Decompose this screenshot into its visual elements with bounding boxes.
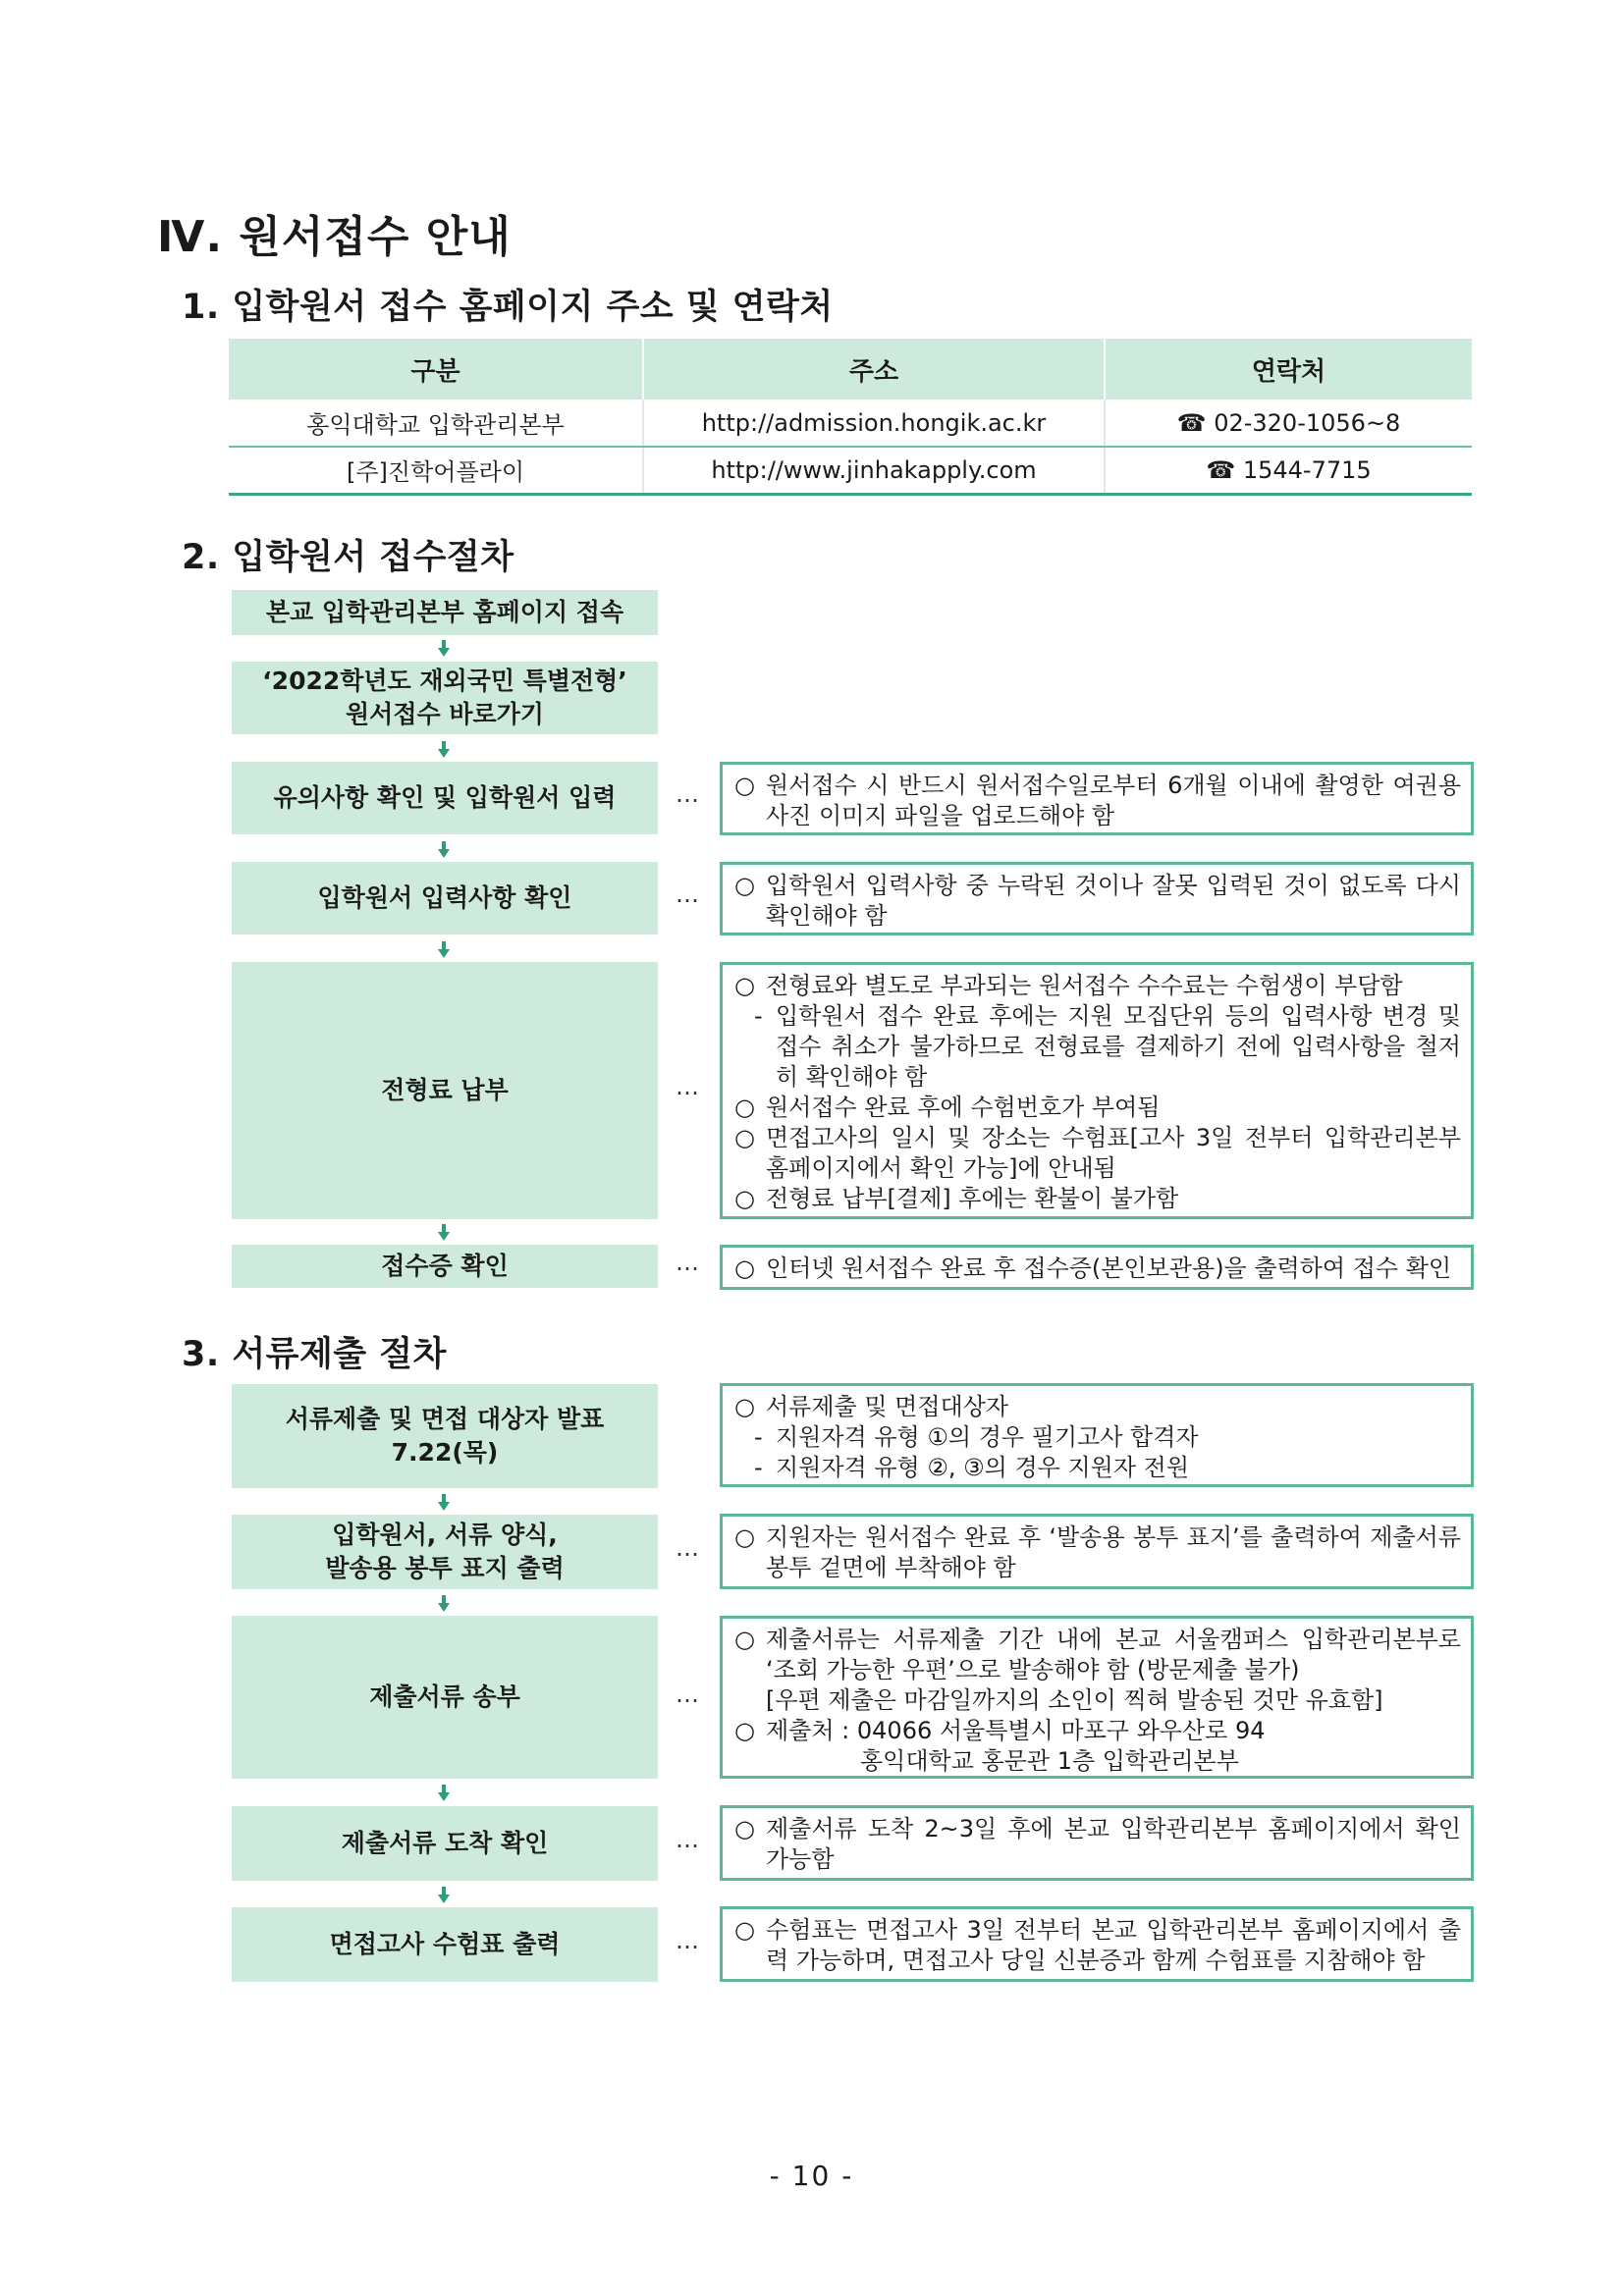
leader-dots: … bbox=[676, 1826, 700, 1853]
note-text: 지원자는 원서접수 완료 후 ‘발송용 봉투 표지’를 출력하여 제출서류 봉투 겉면에 부착해야 함 bbox=[766, 1523, 1461, 1581]
note-box bbox=[720, 1245, 1474, 1290]
page-title: Ⅳ. 원서접수 안내 bbox=[157, 212, 512, 262]
step-label: 전형료 납부 bbox=[381, 1076, 509, 1104]
bullet-icon: ○ bbox=[734, 1815, 755, 1842]
table-row bbox=[229, 400, 1472, 447]
arrow-down-icon bbox=[438, 640, 450, 658]
bullet-icon: ○ bbox=[734, 1626, 755, 1653]
note-text: 지원자격 유형 ②, ③의 경우 지원자 전원 bbox=[776, 1454, 1190, 1481]
url-link[interactable]: http://www.jinhakapply.com bbox=[643, 447, 1105, 494]
flow-step bbox=[232, 862, 658, 934]
section-1-heading: 1. 입학원서 접수 홈페이지 주소 및 연락처 bbox=[182, 288, 834, 327]
column-header: 연락처 bbox=[1105, 339, 1472, 400]
bullet-icon: ○ bbox=[734, 872, 755, 899]
note-text: 원서접수 완료 후에 수험번호가 부여됨 bbox=[766, 1094, 1161, 1121]
dash-icon: - bbox=[754, 1454, 763, 1481]
bullet-icon: ○ bbox=[734, 1523, 755, 1551]
note-text: 제출서류 도착 2~3일 후에 본교 입학관리본부 홈페이지에서 확인 가능함 bbox=[766, 1815, 1461, 1873]
bullet-icon: ○ bbox=[734, 1094, 755, 1121]
phone-number: ☎ 02-320-1056~8 bbox=[1105, 400, 1472, 447]
bullet-icon: ○ bbox=[734, 972, 755, 999]
leader-dots: … bbox=[676, 1073, 700, 1100]
flow-step bbox=[232, 1515, 658, 1589]
step-label: 서류제출 및 면접 대상자 발표 bbox=[285, 1405, 605, 1433]
flow-step bbox=[232, 1245, 658, 1288]
flow-step bbox=[232, 662, 658, 734]
note-box bbox=[720, 1616, 1474, 1779]
dash-icon: - bbox=[754, 1423, 763, 1451]
note-text: 제출서류는 서류제출 기간 내에 본교 서울캠퍼스 입학관리본부로 ‘조회 가능한 우편’으로 발송해야 함 (방문제출 불가) bbox=[766, 1626, 1461, 1683]
table-header-row bbox=[229, 339, 1472, 400]
note-box bbox=[720, 862, 1474, 935]
bullet-icon: ○ bbox=[734, 1185, 755, 1212]
arrow-down-icon bbox=[438, 1887, 450, 1904]
arrow-down-icon bbox=[438, 1595, 450, 1613]
table-cell: 홍익대학교 입학관리본부 bbox=[229, 400, 643, 447]
note-text: 입학원서 입력사항 중 누락된 것이나 잘못 입력된 것이 없도록 다시 확인해야 함 bbox=[766, 872, 1461, 930]
bullet-icon: ○ bbox=[734, 1916, 755, 1944]
leader-dots: … bbox=[676, 1249, 700, 1276]
flow-step bbox=[232, 1806, 658, 1881]
step-label: 원서접수 바로가기 bbox=[346, 700, 544, 728]
flow-step bbox=[232, 762, 658, 834]
leader-dots: … bbox=[676, 881, 700, 908]
note-text: 원서접수 시 반드시 원서접수일로부터 6개월 이내에 촬영한 여권용 사진 이미지 파일을 업로드해야 함 bbox=[766, 772, 1461, 829]
step-label: 접수증 확인 bbox=[381, 1252, 509, 1280]
note-text: 전형료와 별도로 부과되는 원서접수 수수료는 수험생이 부담함 bbox=[766, 972, 1403, 999]
flow-step bbox=[232, 962, 658, 1219]
flow-step bbox=[232, 1616, 658, 1779]
note-text: 인터넷 원서접수 완료 후 접수증(본인보관용)을 출력하여 접수 확인 bbox=[766, 1255, 1452, 1282]
note-box bbox=[720, 1906, 1474, 1982]
phone-number: ☎ 1544-7715 bbox=[1105, 447, 1472, 494]
arrow-down-icon bbox=[438, 1785, 450, 1802]
bullet-icon: ○ bbox=[734, 1124, 755, 1151]
note-text: [우편 제출은 마감일까지의 소인이 찍혀 발송된 것만 유효함] bbox=[766, 1686, 1383, 1714]
leader-dots: … bbox=[676, 1681, 700, 1708]
step-label: ‘2022학년도 재외국민 특별전형’ bbox=[262, 667, 627, 695]
step-label: 본교 입학관리본부 홈페이지 접속 bbox=[265, 598, 624, 626]
bullet-icon: ○ bbox=[734, 1717, 755, 1744]
note-text: 면접고사의 일시 및 장소는 수험표[고사 3일 전부터 입학관리본부 홈페이지에서 확인 가능]에 안내됨 bbox=[766, 1124, 1461, 1182]
bullet-icon: ○ bbox=[734, 1393, 755, 1420]
note-box bbox=[720, 1383, 1474, 1487]
step-label: 발송용 봉투 표지 출력 bbox=[325, 1554, 565, 1582]
step-label: 제출서류 도착 확인 bbox=[341, 1829, 549, 1857]
note-box bbox=[720, 762, 1474, 835]
column-header: 주소 bbox=[643, 339, 1105, 400]
step-label: 입학원서 입력사항 확인 bbox=[317, 883, 572, 912]
bullet-icon: ○ bbox=[734, 772, 755, 799]
arrow-down-icon bbox=[438, 1224, 450, 1242]
note-text: 지원자격 유형 ①의 경우 필기고사 합격자 bbox=[776, 1423, 1199, 1451]
step-label: 유의사항 확인 및 입학원서 입력 bbox=[273, 783, 617, 812]
leader-dots: … bbox=[676, 780, 700, 808]
arrow-down-icon bbox=[438, 1494, 450, 1512]
dash-icon: - bbox=[754, 1002, 763, 1030]
flow-step bbox=[232, 590, 658, 635]
url-link[interactable]: http://admission.hongik.ac.kr bbox=[643, 400, 1105, 447]
arrow-down-icon bbox=[438, 741, 450, 759]
note-box bbox=[720, 1805, 1474, 1881]
note-text: 홍익대학교 홍문관 1층 입학관리본부 bbox=[860, 1747, 1239, 1775]
flow-step bbox=[232, 1907, 658, 1982]
note-box bbox=[720, 1514, 1474, 1589]
note-text: 수험표는 면접고사 3일 전부터 본교 입학관리본부 홈페이지에서 출력 가능하며, 면접고사 당일 신분증과 함께 수험표를 지참해야 함 bbox=[766, 1916, 1461, 1974]
note-text: 서류제출 및 면접대상자 bbox=[766, 1393, 1009, 1420]
note-text: 입학원서 접수 완료 후에는 지원 모집단위 등의 입력사항 변경 및 접수 취소가 불가하므로 전형료를 결제하기 전에 입력사항을 철저히 확인해야 함 bbox=[776, 1002, 1461, 1091]
table-cell: [주]진학어플라이 bbox=[229, 447, 643, 494]
leader-dots: … bbox=[676, 1534, 700, 1562]
step-label: 제출서류 송부 bbox=[369, 1682, 520, 1711]
arrow-down-icon bbox=[438, 841, 450, 859]
step-label: 입학원서, 서류 양식, bbox=[332, 1521, 558, 1549]
table-row bbox=[229, 447, 1472, 494]
note-box bbox=[720, 962, 1474, 1219]
step-label: 면접고사 수험표 출력 bbox=[329, 1930, 561, 1958]
contact-table bbox=[229, 339, 1472, 496]
section-2-heading: 2. 입학원서 접수절차 bbox=[182, 538, 514, 577]
note-text: 제출처 : 04066 서울특별시 마포구 와우산로 94 bbox=[766, 1717, 1266, 1744]
leader-dots: … bbox=[676, 1927, 700, 1954]
page-number: - 10 - bbox=[769, 2160, 854, 2192]
step-label: 7.22(목) bbox=[391, 1438, 499, 1467]
arrow-down-icon bbox=[438, 941, 450, 959]
flow-step bbox=[232, 1384, 658, 1488]
bullet-icon: ○ bbox=[734, 1255, 755, 1282]
section-3-heading: 3. 서류제출 절차 bbox=[182, 1335, 447, 1374]
column-header: 구분 bbox=[229, 339, 643, 400]
note-text: 전형료 납부[결제] 후에는 환불이 불가함 bbox=[766, 1185, 1179, 1212]
